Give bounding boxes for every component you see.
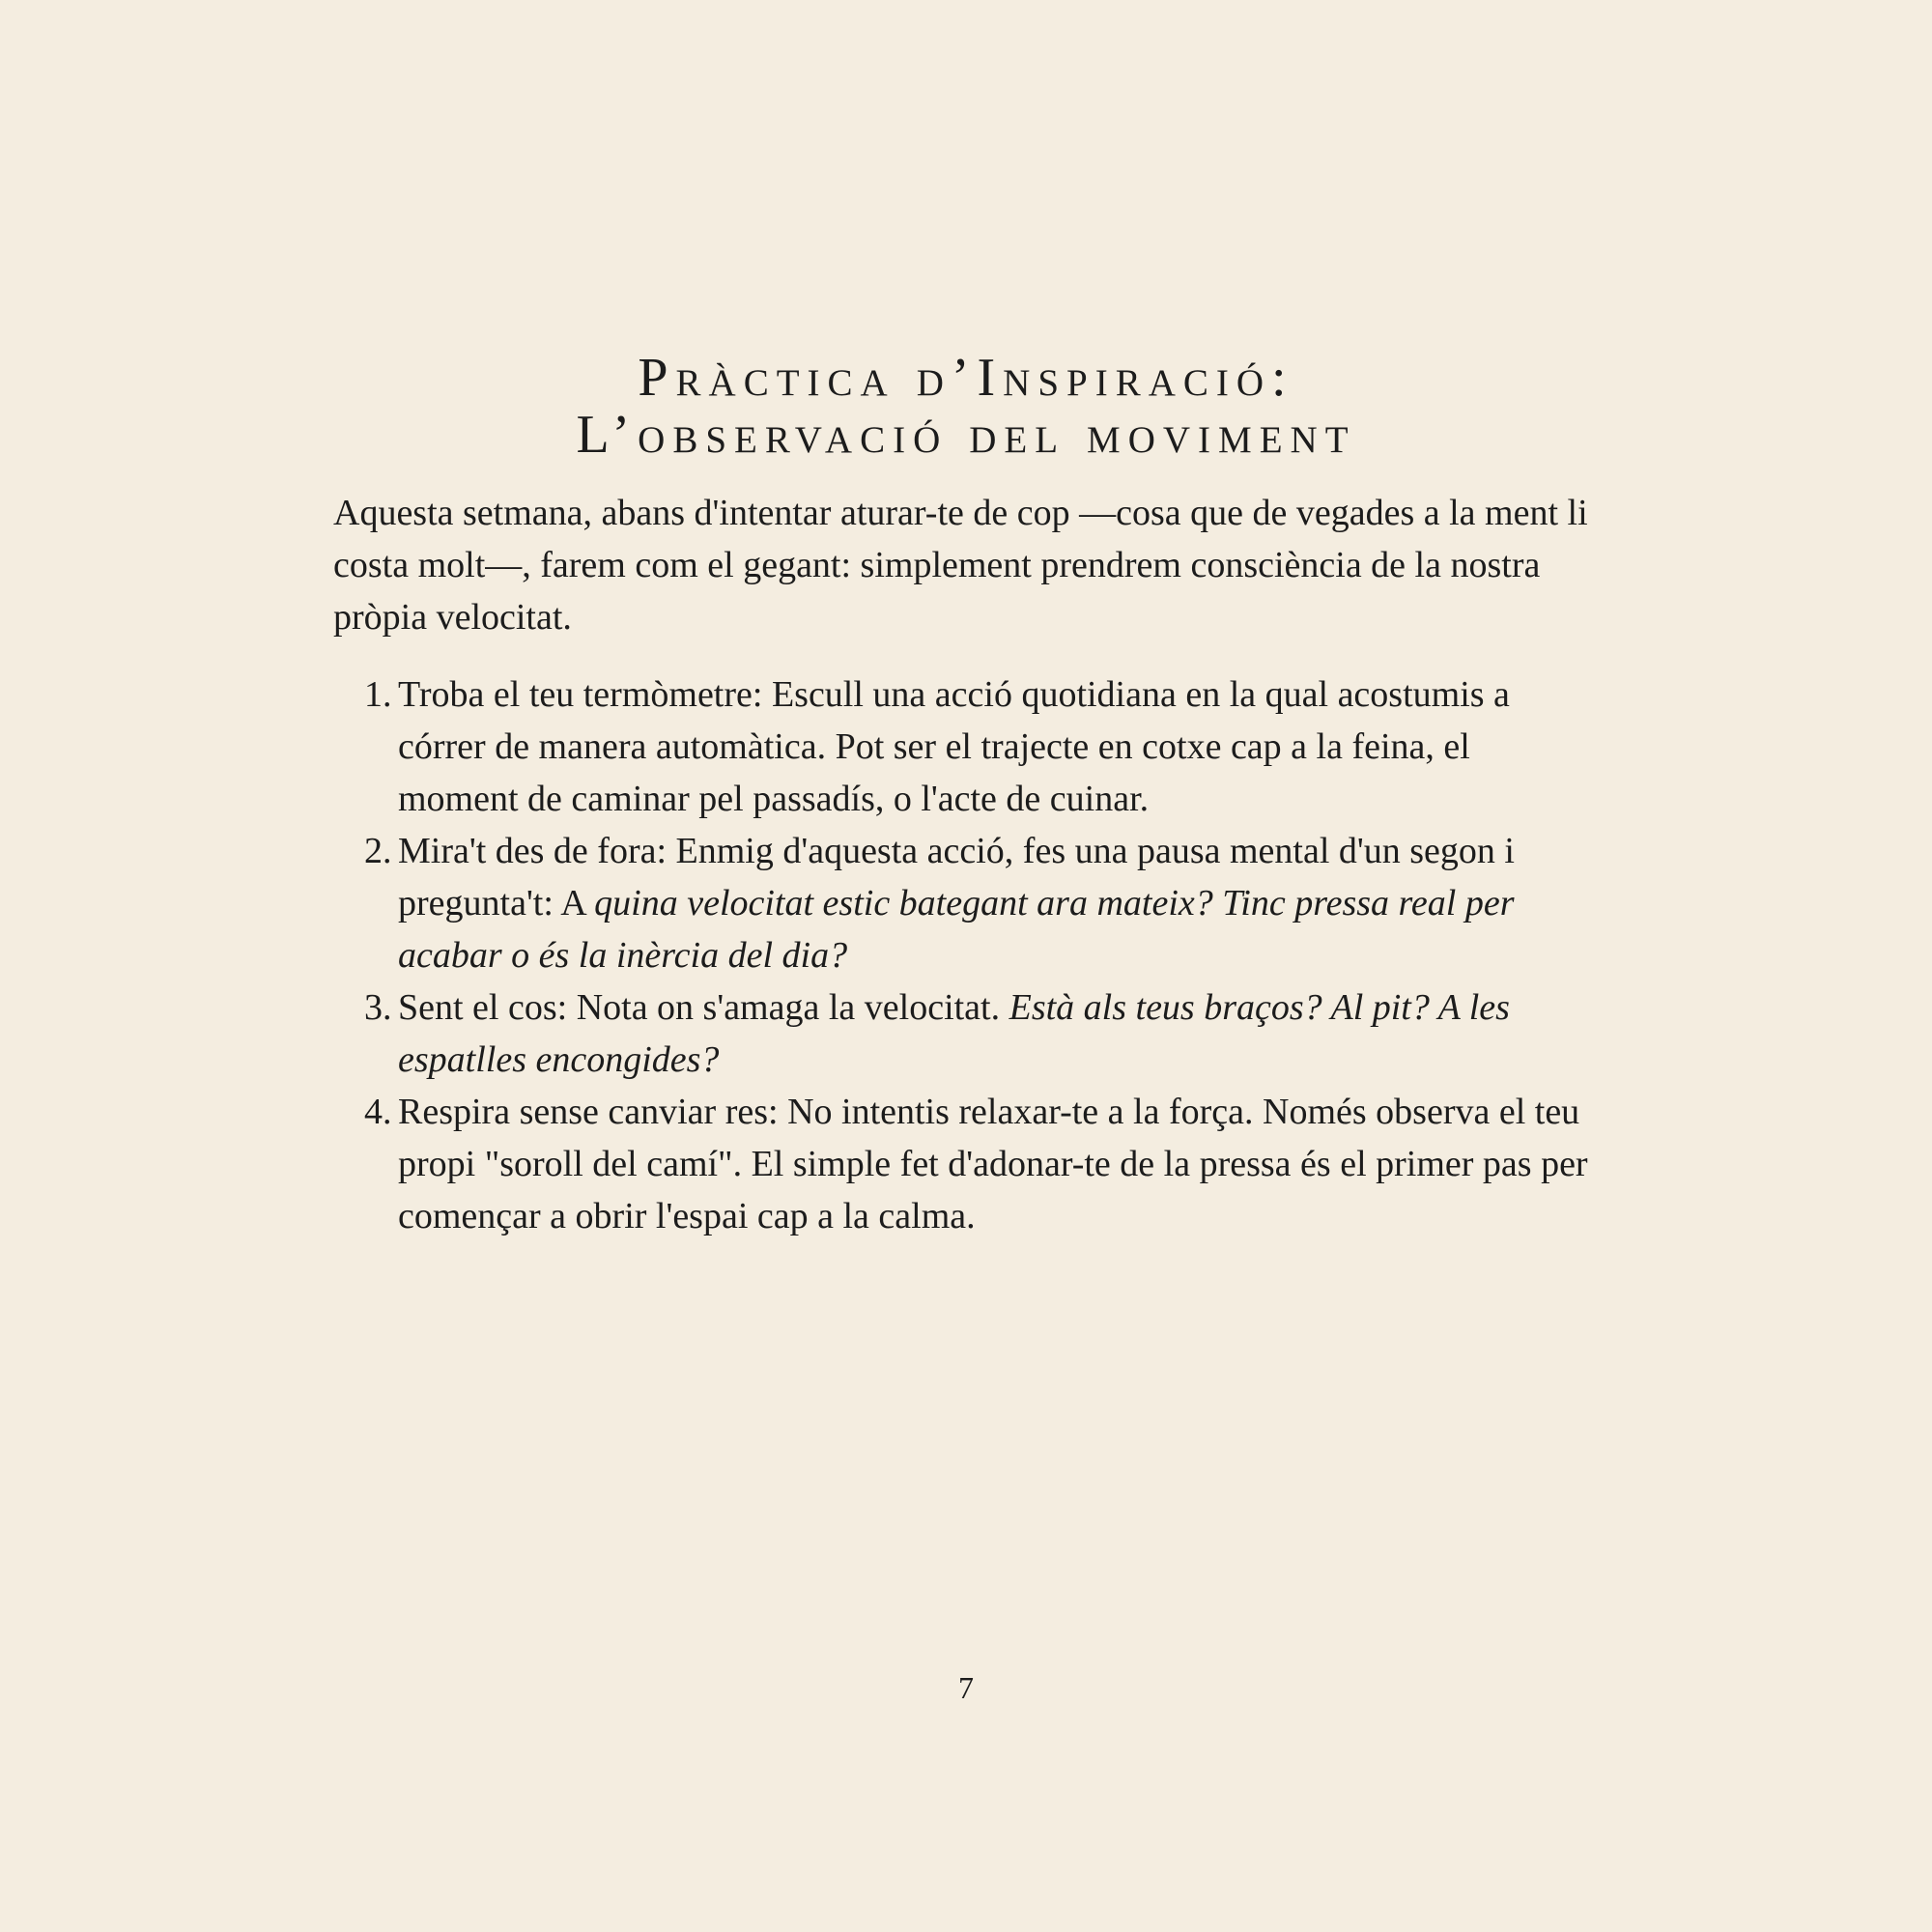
step-text: Mira't des de fora: Enmig d'aquesta acció, fes una pausa mental d'un segon i pregunta't: A (398, 831, 1515, 923)
step-text-italic: quina velocitat estic bategant ara mateix? Tinc pressa real per acabar o és la inèrcia del dia? (398, 883, 1515, 976)
page-title (333, 350, 1599, 464)
title-line-2: L’observació del moviment (576, 405, 1356, 465)
page-content (333, 350, 1599, 1242)
list-item (333, 825, 1599, 981)
step-number: 2. (364, 831, 392, 871)
page-number: 7 (958, 1670, 974, 1705)
step-text: Troba el teu termòmetre: Escull una acció quotidiana en la qual acostumis a córrer de manera automàtica. Pot ser el trajecte en cotxe cap a la feina, el moment de caminar pel passadís, o l'acte de cuinar. (398, 674, 1510, 819)
intro-paragraph: Aquesta setmana, abans d'intentar aturar-te de cop —cosa que de vegades a la ment li costa molt—, farem com el gegant: simplement prendrem consciència de la nostra pròpia velocitat. (333, 493, 1588, 638)
list-item (333, 1086, 1599, 1242)
title-line-1: Pràctica d’Inspiració: (638, 348, 1294, 408)
step-text: Sent el cos: Nota on s'amaga la velocitat. (398, 987, 1009, 1028)
step-number: 3. (364, 987, 392, 1028)
steps-list (333, 668, 1599, 1242)
step-number: 4. (364, 1092, 392, 1132)
step-text-italic: Està als teus braços? Al pit? A les espatlles encongides? (398, 987, 1510, 1080)
step-number: 1. (364, 674, 392, 715)
step-text: Respira sense canviar res: No intentis relaxar-te a la força. Només observa el teu propi "soroll del camí". El simple fet d'adonar-te de la pressa és el primer pas per començar a obrir l'espai cap a la calma. (398, 1092, 1588, 1236)
list-item (333, 981, 1599, 1086)
list-item (333, 668, 1599, 825)
